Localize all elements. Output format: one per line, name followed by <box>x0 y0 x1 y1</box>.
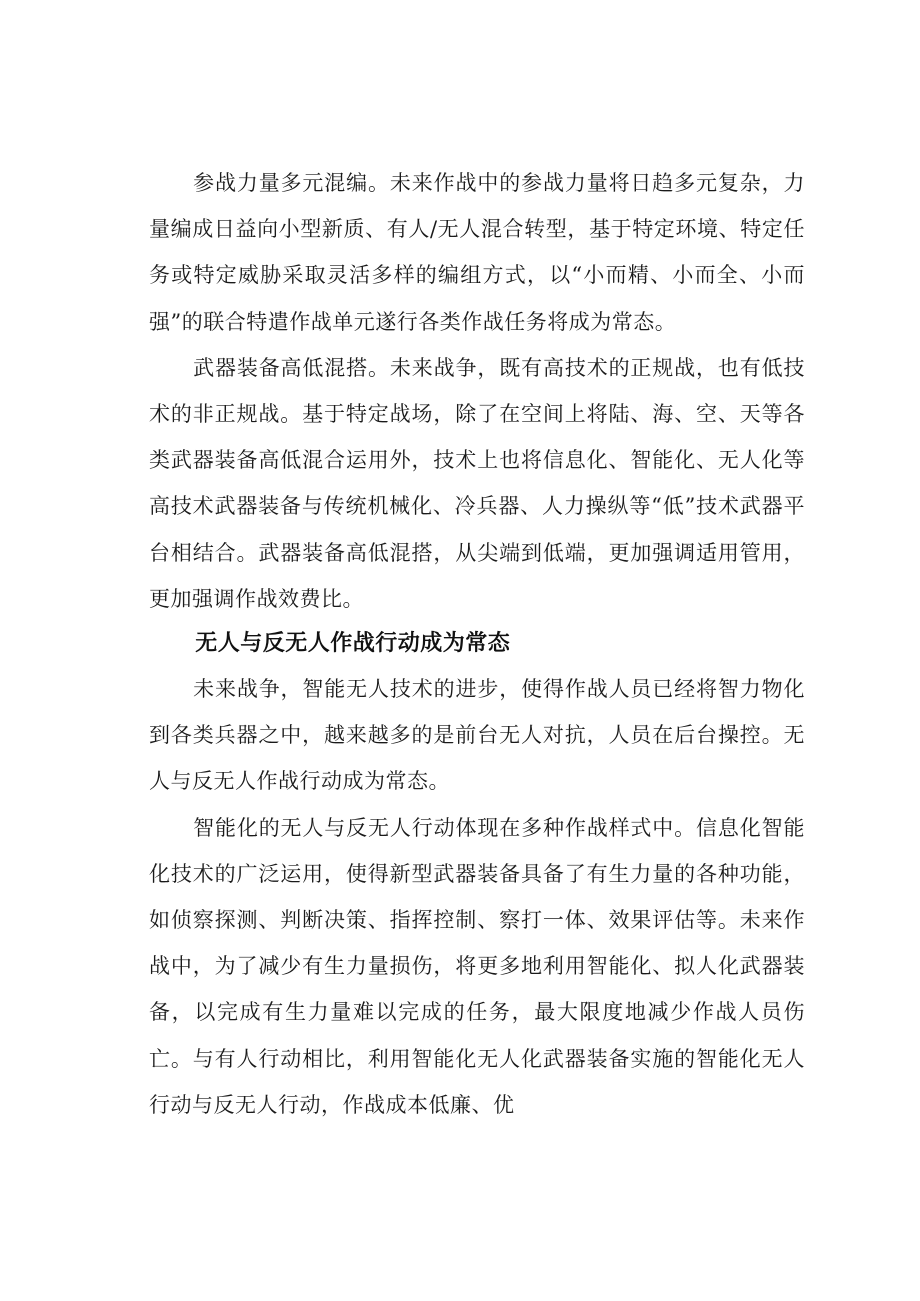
document-body <box>149 160 805 1128</box>
paragraph-mixed-forces: 参战力量多元混编。未来作战中的参战力量将日趋多元复杂，力量编成日益向小型新质、有人/无人混合转型，基于特定环境、特定任务或特定威胁采取灵活多样的编组方式，以“小而精、小而全、小而强”的联合特遣作战单元遂行各类作战任务将成为常态。 <box>149 171 805 334</box>
paragraph-unmanned-detail: 智能化的无人与反无人行动体现在多种作战样式中。信息化智能化技术的广泛运用，使得新型武器装备具备了有生力量的各种功能，如侦察探测、判断决策、指挥控制、察打一体、效果评估等。未来作战中，为了减少有生力量损伤，将更多地利用智能化、拟人化武器装备，以完成有生力量难以完成的任务，最大限度地减少作战人员伤亡。与有人行动相比，利用智能化无人化武器装备实施的智能化无人行动与反无人行动，作战成本低廉、优 <box>149 815 805 1117</box>
paragraph-unmanned-intro: 未来战争，智能无人技术的进步，使得作战人员已经将智力物化到各类兵器之中，越来越多的是前台无人对抗，人员在后台操控。无人与反无人作战行动成为常态。 <box>149 677 805 794</box>
section-heading: 无人与反无人作战行动成为常态 <box>195 631 511 657</box>
paragraph-weapons-mix: 武器装备高低混搭。未来战争，既有高技术的正规战，也有低技术的非正规战。基于特定战场，除了在空间上将陆、海、空、天等各类武器装备高低混合运用外，技术上也将信息化、智能化、无人化等高技术武器装备与传统机械化、冷兵器、人力操纵等“低”技术武器平台相结合。武器装备高低混搭，从尖端到低端，更加强调适用管用，更加强调作战效费比。 <box>149 355 805 611</box>
